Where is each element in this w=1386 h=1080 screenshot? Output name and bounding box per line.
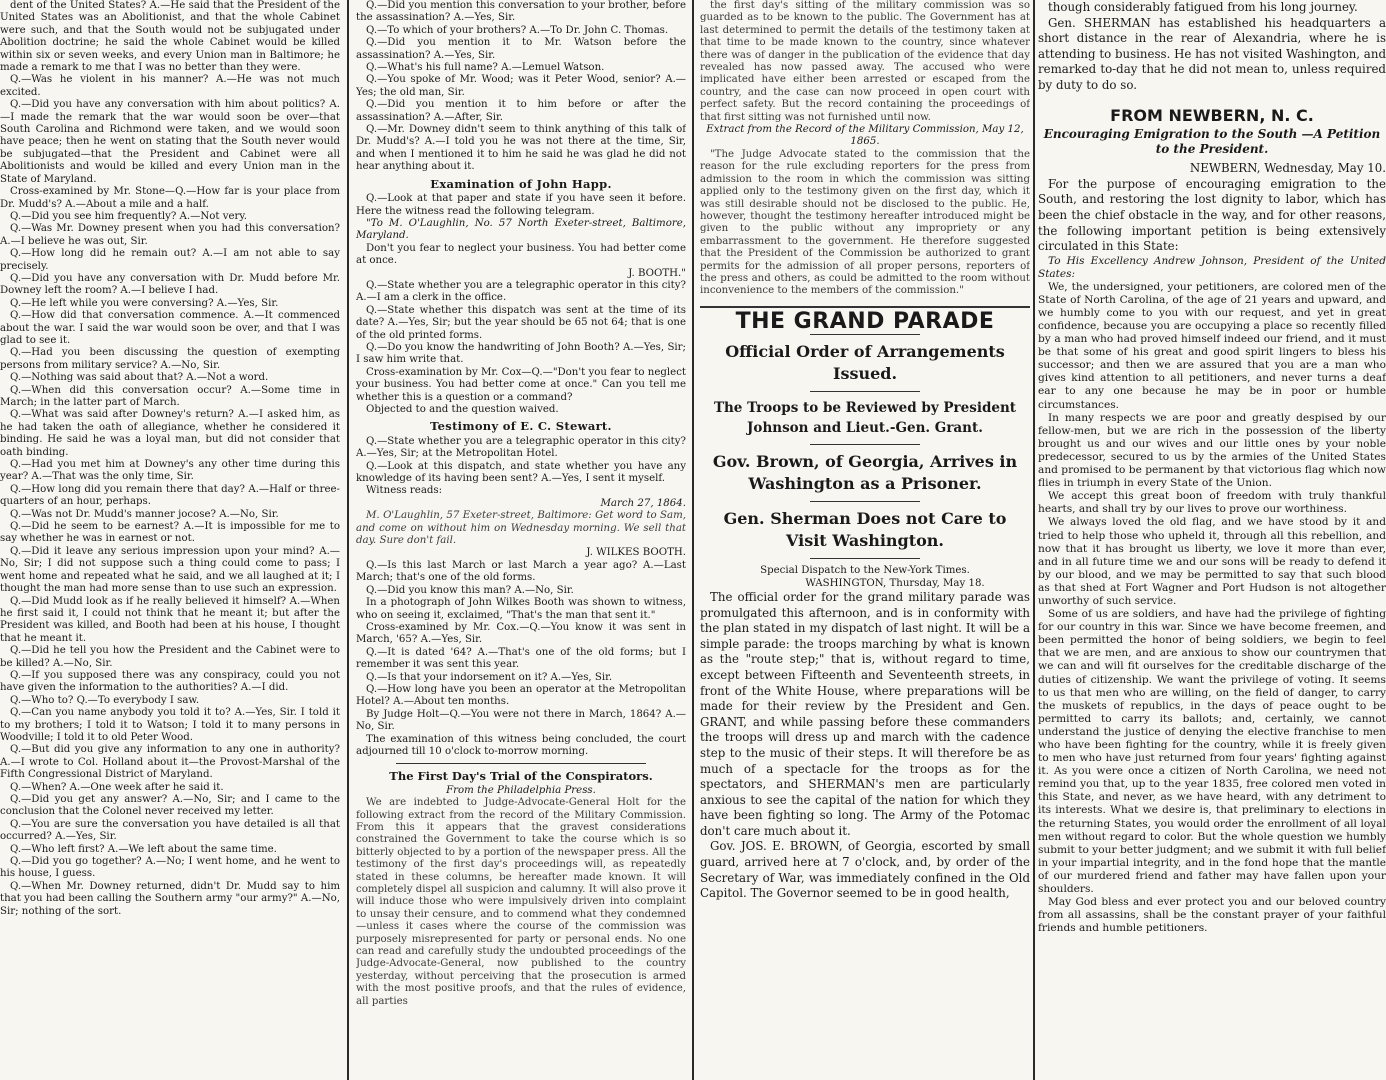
signature: J. BOOTH." xyxy=(628,267,686,279)
paragraph: Q.—How did that conversation commence. A.—It commenced about the war. I said the war would soon be over, and that I was glad to see it. xyxy=(0,310,340,346)
paragraph: Q.—What was said after Downey's return? A.—I asked him, as he had taken the oath of allegiance, whether he considered it binding. He said he was a loyal man, but did not consider that oath binding. xyxy=(0,409,340,458)
paragraph: In many respects we are poor and greatly despised by our fellow-men, but we are rich in the possession of the liberty brought us and our wives and our little ones by your noble predecessor, secured to us by the armies of the United States and promised to be permanent by that victorious flag which now flies in triumph in every State of the Union. xyxy=(1038,411,1386,490)
paragraph: Q.—When? A.—One week after he said it. xyxy=(10,781,224,793)
paragraph: Q.—Did he seem to be earnest? A.—It is impossible for me to say whether he was in earnest or not. xyxy=(0,521,340,545)
paragraph: Q.—Was he violent in his manner? A.—He was not much excited. xyxy=(0,74,340,98)
paragraph: Cross-examination by Mr. Cox—Q.—"Don't you fear to neglect your business. You had better come at once." Can you tell me whether this is a question or a command? xyxy=(356,366,686,403)
paragraph: May God bless and ever protect you and our beloved country from all assassins, shall be the constant prayer of your faithful friends and humble petitioners. xyxy=(1038,896,1386,935)
paragraph: Q.—How long have you been an operator at the Metropolitan Hotel? A.—About ten months. xyxy=(356,683,686,708)
intro-paragraph: For the purpose of encouraging emigration to the South, and restoring the lost dignity to labor, which has been the chief obstacle in the way, and for other reasons, the following important petition is being extensively circulated in this State: xyxy=(1038,176,1386,254)
divider xyxy=(700,306,1030,308)
section-subtitle: Encouraging Emigration to the South —A Petition to the President. xyxy=(1043,127,1381,157)
paragraph: Q.—Did you have any conversation with him about politics? A.—I made the remark that the war would soon be over—that South Carolina and Richmond were taken, and we would soon have peace; then he went on stating that the South never would be subjugated—that the President and Cabinet were all Abolitionists and would be killed and every Union man in the State of Maryland. xyxy=(0,99,340,185)
paragraph: Q.—Was Mr. Downey present when you had this conversation? A.—I believe he was out, Sir. xyxy=(0,223,340,247)
paragraph: The examination of this witness being concluded, the court adjourned till 10 o'clock to-morrow morning. xyxy=(356,733,686,757)
paragraph: "The Judge Advocate stated to the commission that the reason for the rule excluding reporters for the press from admission to the room in which the commission was sitting applied only to the testimony given on the first day, which it was still desirable should not be disclosed to the public. He, however, thought the testimony hereafter introduced might be given to the public without any impropriety or any embarrassment to the government. He therefore suggested that the President of the Commission be authorized to grant permits for the admission of all proper persons, reporters of the press and others, as could be admitted to the room without inconvenience to the members of the commission." xyxy=(700,148,1030,297)
column-rule xyxy=(692,0,694,1080)
dateline: NEWBERN, Wednesday, May 10. xyxy=(1189,161,1386,176)
paragraph: Q.—Who to? Q.—To everybody I saw. xyxy=(10,694,200,706)
paragraph: Q.—Had you met him at Downey's any other time during this year? A.—That was the only time, Sir. xyxy=(0,459,340,483)
paragraph: Q.—He left while you were conversing? A.—Yes, Sir. xyxy=(10,297,279,309)
headline-arrangements: Official Order of Arrangements Issued. xyxy=(725,342,1005,384)
paragraph: Q.—When Mr. Downey returned, didn't Dr. Mudd say to him that you had been calling the Southern army "our army?" A.—No, Sir; nothing of the sort. xyxy=(0,880,340,917)
paragraph: Objected to and the question waived. xyxy=(366,404,559,415)
paragraph: Q.—It is dated '64? A.—That's one of the old forms; but I remember it was sent this year. xyxy=(356,646,686,671)
paragraph: Q.—If you supposed there was any conspiracy, could you not have given the information to the authorities? A.—I did. xyxy=(0,669,340,694)
paragraph: Q.—Is this last March or last March a year ago? A.—Last March; that's one of the old forms. xyxy=(356,559,686,584)
paragraph: Q.—Did you mention this conversation to your brother, before the assassination? A.—Yes, Sir. xyxy=(356,0,686,24)
extract-line: Extract from the Record of the Military Commission, May 12, 1865. xyxy=(706,124,1024,148)
paragraph: Q.—Did you know this man? A.—No, Sir. xyxy=(366,584,574,596)
paragraph: Q.—Did he tell you how the President and the Cabinet were to be killed? A.—No, Sir. xyxy=(0,645,340,669)
paragraph: Q.—Is that your indorsement on it? A.—Yes, Sir. xyxy=(366,671,613,683)
column-4 xyxy=(1038,0,1386,1080)
section-title: FROM NEWBERN, N. C. xyxy=(1110,105,1314,125)
trial-source: From the Philadelphia Press. xyxy=(446,784,596,796)
column-rule xyxy=(1033,0,1035,1080)
paragraph: Q.—Did it leave any serious impression upon your mind? A.—No, Sir; I did not suppose such a thing could come to pass; I went home and repeated what he said, and we all laughed at it; I thought the man had more sense than to use such an expression. xyxy=(0,545,340,595)
paragraph: Q.—State whether you are a telegraphic operator in this city? A.—Yes, Sir; at the Metropolitan Hotel. xyxy=(356,435,686,460)
paragraph: Q.—Look at this dispatch, and state whether you have any knowledge of its having been sent? A.—Yes, I sent it myself. xyxy=(356,460,686,485)
column-3 xyxy=(700,0,1030,1080)
trial-heading: The First Day's Trial of the Conspirators. xyxy=(389,769,653,784)
paragraph: Q.—State whether this dispatch was sent at the time of its date? A.—Yes, Sir; but the year should be 65 not 64; that is one of the old printed forms. xyxy=(356,304,686,341)
paragraph: though considerably fatigued from his long journey. xyxy=(1048,0,1358,14)
paragraph: Q.—Did you have any conversation with Dr. Mudd before Mr. Downey left the room? A.—I believe I had. xyxy=(0,272,340,297)
paragraph: Q.—When did this conversation occur? A.—Some time in March; in the latter part of March. xyxy=(0,384,340,408)
paragraph: Q.—How long did you remain there that day? A.—Half or three-quarters of an hour, perhaps. xyxy=(0,483,340,508)
divider xyxy=(810,501,920,502)
paragraph: Q.—Mr. Downey didn't seem to think anything of this talk of Dr. Mudd's? A.—I told you he was not there at the time, Sir, and when I mentioned it to him he said he was glad he did not hear anything about it. xyxy=(356,124,686,173)
paragraph: In a photograph of John Wilkes Booth was shown to witness, who on seeing it, exclaimed, "That's the man that sent it." xyxy=(356,597,686,621)
paragraph: Cross-examined by Mr. Cox.—Q.—You know it was sent in March, '65? A.—Yes, Sir. xyxy=(356,621,686,646)
divider xyxy=(396,763,646,764)
column-2 xyxy=(356,0,686,1080)
paragraph: Q.—State whether you are a telegraphic operator in this city? A.—I am a clerk in the office. xyxy=(356,279,686,304)
paragraph: Q.—Did you mention it to Mr. Watson before the assassination? A.—Yes, Sir. xyxy=(356,37,686,61)
paragraph: By Judge Holt—Q.—You were not there in March, 1864? A.—No, Sir. xyxy=(356,708,686,733)
petition-address: To His Excellency Andrew Johnson, President of the United States: xyxy=(1038,254,1386,280)
paragraph: Q.—Nothing was said about that? A.—Not a word. xyxy=(10,372,269,384)
divider xyxy=(810,558,920,559)
paragraph: Q.—But did you give any information to any one in authority? A.—I wrote to Col. Holland about it—the Provost-Marshal of the Fifth Congressional District of Maryland. xyxy=(0,744,340,781)
divider xyxy=(810,334,920,335)
paragraph: Don't you fear to neglect your business. You had better come at once. xyxy=(356,242,686,267)
paragraph: Witness reads: xyxy=(366,485,443,497)
paragraph: We always loved the old flag, and we have stood by it and tried to help those who upheld it, through all this rebellion, and now that it has brought us liberty, we love it more than ever, and in all future time we and our sons will be ready to defend it by our blood, and we may be permitted to say that such blood as that shed at Fort Wagner and Port Hudson is not altogether unworthy of such service. xyxy=(1038,516,1386,607)
paragraph: Q.—You spoke of Mr. Wood; was it Peter Wood, senior? A.—Yes; the old man, Sir. xyxy=(356,74,686,98)
divider xyxy=(810,444,920,445)
paragraph: Q.—Did you get any answer? A.—No, Sir; and I came to the conclusion that the Colonel never received my letter. xyxy=(0,794,340,818)
paragraph: "To M. O'Laughlin, No. 57 North Exeter-street, Baltimore, Maryland. xyxy=(356,217,686,242)
dispatch-line: Special Dispatch to the New-York Times. xyxy=(760,565,970,577)
paragraph: M. O'Laughlin, 57 Exeter-street, Baltimore: Get word to Sam, and come on without him on Wednesday morning. We sell that day. Sure don't fail. xyxy=(356,510,686,547)
paragraph: Gov. JOS. E. BROWN, of Georgia, escorted by small guard, arrived here at 7 o'clock, and, by order of the Secretary of War, was immediately confined in the Old Capitol. The Governor seemed to be in good health, xyxy=(700,839,1030,901)
stewart-heading: Testimony of E. C. Stewart. xyxy=(430,419,612,434)
paragraph: Q.—Had you been discussing the question of exempting persons from military service? A.—No, Sir. xyxy=(0,347,340,371)
divider xyxy=(810,391,920,392)
paragraph: Q.—Did you see him frequently? A.—Not very. xyxy=(10,210,247,222)
paragraph: Q.—Did Mudd look as if he really believed it himself? A.—When he first said it, I could not think that he meant it; but after the President was killed, and Booth had been at his house, I thought that he meant it. xyxy=(0,595,340,644)
dateline: WASHINGTON, Thursday, May 18. xyxy=(805,577,985,589)
paragraph: We accept this great boon of freedom with truly thankful hearts, and shall try by our lives to prove our worthiness. xyxy=(1038,490,1386,516)
paragraph: We, the undersigned, your petitioners, are colored men of the State of North Carolina, of the age of 21 years and upward, and we humbly come to you with our request, and yet in great confidence, because you are occupying a place so recently filled by a man who had proved himself indeed our friend, and it must be that some of his great and good spirit lingers to bless his successor; and then we are assured that you are a man who gives kind attention to all petitioners, and never turns a deaf ear to any one because he may be in poor or humble circumstances. xyxy=(1038,280,1386,411)
paragraph: Q.—You are sure the conversation you have detailed is all that occurred? A.—Yes, Sir. xyxy=(0,818,340,843)
headline-sherman: Gen. Sherman Does not Care to Visit Washington. xyxy=(723,509,1007,551)
column-rule xyxy=(347,0,349,1080)
paragraph: Q.—Did you go together? A.—No; I went home, and he went to his house, I guess. xyxy=(0,856,340,880)
paragraph: Q.—How long did he remain out? A.—I am not able to say precisely. xyxy=(0,248,340,272)
paragraph: Q.—Do you know the handwriting of John Booth? A.—Yes, Sir; I saw him write that. xyxy=(356,341,686,366)
paragraph: We are indebted to Judge-Advocate-General Holt for the following extract from the record of the Military Commission. From this it appears that the gravest considerations constrained the Government to take the course which is so bitterly objected to by a portion of the newspaper press. All the testimony of the first day's proceedings will, as repeatedly stated in these columns, be hereafter made known. It will completely dispel all suspicion and calumny. It will also prove it will induce those who were impulsively driven into complaint to unsay their censure, and to commend what they condemned—unless it cases where the course of the commission was purposely misrepresented for party or personal ends. No one can read and carefully study the undoubted proceedings of the Judge-Advocate-General, now published to the country yesterday, without perceiving that the prosecution is armed with the most positive proofs, and that the rules of evidence, all parties xyxy=(356,797,686,1007)
paragraph: The official order for the grand military parade was promulgated this afternoon, and is in conformity with the plan stated in my dispatch of last night. It will be a simple parade: the troops marching by what is known as the "route step;" that is, without regard to time, except between Fifteenth and Seventeenth streets, in front of the White House, where preparations will be made for their review by the President and Gen. GRANT, and while passing before these commanders the troops will dress up and march with the cadence step to the music of their steps. It will therefore be as much of a spectacle for the troops as for the spectators, and SHERMAN's men are particularly anxious to see the capital of the nation for which they have been fighting so long. The Army of the Potomac don't care much about it. xyxy=(700,589,1030,838)
paragraph: Gen. SHERMAN has established his headquarters a short distance in the rear of Alexandria, where he is attending to business. He has not visited Washington, and remarked to-day that he did not mean to, unless required by duty to do so. xyxy=(1038,15,1386,92)
paragraph: the first day's sitting of the military commission was so guarded as to be known to the public. The Government has at last determined to permit the details of the testimony taken at that time to be made known to the country, since whatever there was of danger in the publication of the evidence that day revealed has now passed away. The accused who were implicated have either been arrested or escaped from the country, and the case can now proceed in open court with perfect safety. But the record containing the proceedings of that first sitting was not furnished until now. xyxy=(700,0,1030,123)
column-1 xyxy=(0,0,340,1080)
paragraph: Some of us are soldiers, and have had the privilege of fighting for our country in this war. Since we have become freemen, and been permitted the honor of being soldiers, we begin to feel that we are men, and are anxious to show our countrymen that we can and will fit ourselves for the creditable discharge of the duties of citizenship. We want the privilege of voting. It seems to us that men who are willing, on the field of danger, to carry the muskets of republics, in the days of peace ought to be permitted to carry its ballots; and, certainly, we cannot understand the justice of denying the elective franchise to men who have been fighting for the country, while it is freely given to men who have just returned from four years' fighting against it. As you were once a citizen of North Carolina, we need not remind you that, up to the year 1835, free colored men voted in this State, and never, as we have heard, with any detriment to its interests. What we desire is, that preliminary to elections in the returning States, you would order the enrollment of all loyal men without regard to color. But the whole question we humbly submit to your better judgment; and we submit it with full belief in your impartial integrity, and in the fond hope that the mantle of our murdered friend and father may have fallen upon your shoulders. xyxy=(1038,608,1386,896)
paragraph: Q.—Can you name anybody you told it to? A.—Yes, Sir. I told it to my brothers; I told it to Watson; I told it to many persons in Woodville; I told it to old Peter Wood. xyxy=(0,707,340,743)
paragraph: Cross-examined by Mr. Stone—Q.—How far is your place from Dr. Mudd's? A.—About a mile and a half. xyxy=(0,186,340,210)
paragraph: Q.—Look at that paper and state if you have seen it before. Here the witness read the following telegram. xyxy=(356,193,686,217)
dateline: March 27, 1864. xyxy=(600,497,686,509)
main-title: THE GRAND PARADE xyxy=(735,308,995,334)
paragraph: Q.—Was not Dr. Mudd's manner jocose? A.—No, Sir. xyxy=(10,508,279,520)
paragraph: Q.—What's his full name? A.—Lemuel Watson. xyxy=(366,62,605,74)
headline-troops: The Troops to be Reviewed by President Johnson and Lieut.-Gen. Grant. xyxy=(713,400,1017,437)
signature: J. WILKES BOOTH. xyxy=(586,547,686,559)
paragraph: dent of the United States? A.—He said that the President of the United States was an Abolitionist, and that the whole Cabinet were such, and that the South would not be subjugated under Abolition doctrine; he said the whole Cabinet would be killed within six or seven weeks, and every Union man in Baltimore; he made a remark to me that I was no better than they were. xyxy=(0,0,340,74)
paragraph: Q.—Did you mention it to him before or after the assassination? A.—After, Sir. xyxy=(356,99,686,123)
headline-brown: Gov. Brown, of Georgia, Arrives in Washington as a Prisoner. xyxy=(712,452,1018,494)
paragraph: Q.—To which of your brothers? A.—To Dr. John C. Thomas. xyxy=(366,24,669,36)
happ-heading: Examination of John Happ. xyxy=(430,176,612,191)
paragraph: Q.—Who left first? A.—We left about the same time. xyxy=(10,843,277,855)
